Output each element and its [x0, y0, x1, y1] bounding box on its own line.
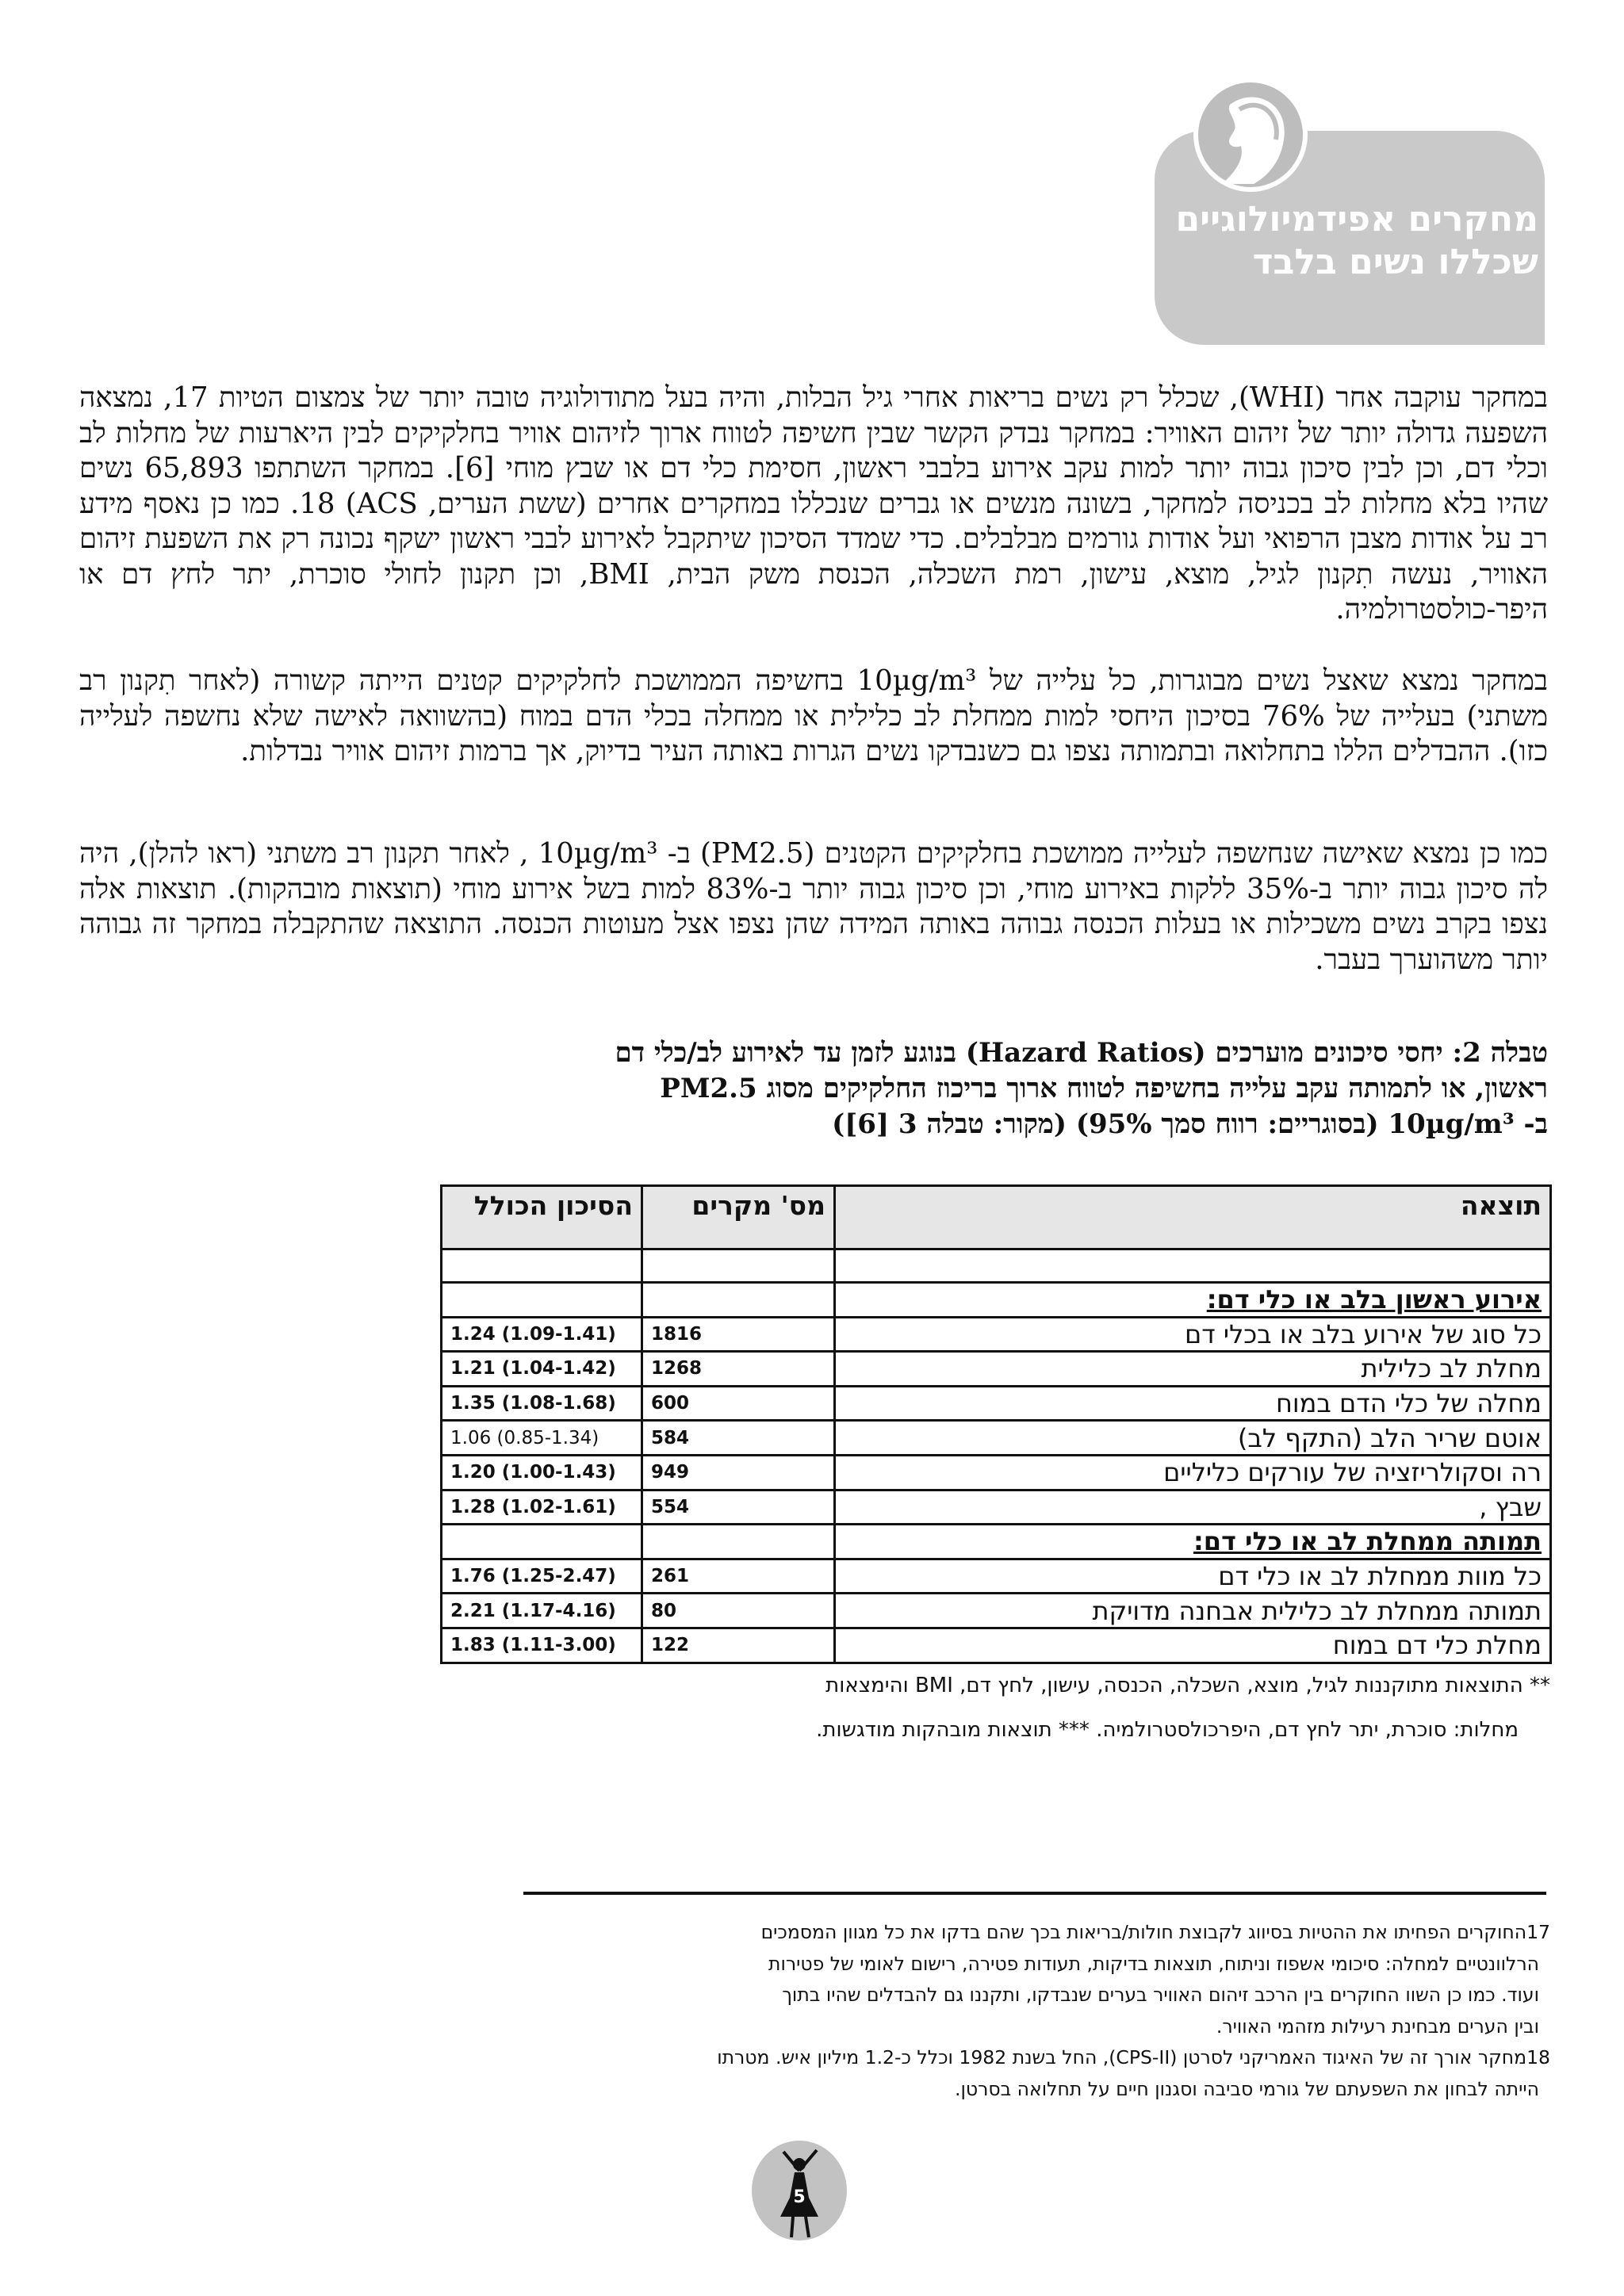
- woman-profile-icon: [1193, 78, 1308, 192]
- footnote-divider: [523, 1892, 1546, 1895]
- table-cell: [642, 1283, 835, 1318]
- footnote-17-line-3: ועוד. כמו כן השוו החוקרים בין הרכב זיהום האוויר בערים שנבדקו, ותקננו גם להבדלים שהיו בתוך: [782, 1984, 1539, 2006]
- row-risk: 1.28 (1.02-1.61): [442, 1490, 642, 1525]
- row-label: כל מוות ממחלת לב או כלי דם: [835, 1559, 1551, 1594]
- hazard-ratios-table: [440, 1184, 1552, 1664]
- row-risk: 2.21 (1.17-4.16): [442, 1594, 642, 1628]
- paragraph-stroke-risk: כמו כן נמצא שאישה שנחשפה לעלייה ממושכת בחלקיקים הקטנים (PM2.5) ב- 10µg/m³ , לאחר תקנון רב משתני (ראו להלן), היה לה סיכון גבוה יותר ב-35% ללקות באירוע מוחי, וכן סיכון גבוה יותר ב-83% למות בשל אירוע מוחי (תוצאות מובהקות). תוצאות אלה נצפו בקרב נשים משכילות או בעלות הכנסה גבוהה באותה המידה שהן נצפו אצל מעוטות הכנסה. התוצאה שהתקבלה במחקר זה גבוהה יותר משהוערך בעבר.: [79, 837, 1549, 976]
- row-label: רה וסקולריזציה של עורקים כליליים: [835, 1455, 1551, 1490]
- row-label: אוטם שריר הלב (התקף לב): [835, 1421, 1551, 1456]
- footnotes: [571, 1917, 1550, 2105]
- footnote-17-line-1: 17החוקרים הפחיתו את ההטיות בסיווג לקבוצת חולות/בריאות בכך שהם בדקו את כל מגוון המסמכים: [760, 1921, 1550, 1943]
- row-risk: 1.24 (1.09-1.41): [442, 1317, 642, 1352]
- row-cases: 1816: [642, 1317, 835, 1352]
- table-caption: [412, 1035, 1548, 1142]
- row-cases: 1268: [642, 1352, 835, 1387]
- section-title-first-event: אירוע ראשון בלב או כלי דם:: [835, 1283, 1551, 1318]
- table-row: [442, 1421, 1551, 1456]
- table-note-line-1: ** התוצאות מתוקננות לגיל, מוצא, השכלה, הכנסה, עישון, לחץ דם, BMI והימצאות: [825, 1674, 1550, 1697]
- table-row: [442, 1490, 1551, 1525]
- row-cases: 554: [642, 1490, 835, 1525]
- table-row: [442, 1628, 1551, 1663]
- row-risk: 1.21 (1.04-1.42): [442, 1352, 642, 1387]
- row-label: מחלה של כלי הדם במוח: [835, 1386, 1551, 1421]
- row-cases: 600: [642, 1386, 835, 1421]
- table-row: [442, 1352, 1551, 1387]
- section-title-line-1: מחקרים אפידמיולוגיים: [1175, 199, 1538, 239]
- page-number: 5: [793, 2187, 806, 2207]
- table-cell: [442, 1249, 642, 1283]
- footnote-17-line-2: הרלוונטיים למחלה: סיכומי אשפוז וניתוח, תוצאות בדיקות, תעודות פטירה, רישום לאומי של פטירות: [768, 1952, 1539, 1975]
- row-risk: 1.20 (1.00-1.43): [442, 1455, 642, 1490]
- row-cases: 261: [642, 1559, 835, 1594]
- row-risk: 1.76 (1.25-2.47): [442, 1559, 642, 1594]
- table-spacer-row: [442, 1249, 1551, 1283]
- column-header-outcome: תוצאה: [835, 1186, 1551, 1249]
- row-label: תמותה ממחלת לב כלילית אבחנה מדויקת: [835, 1594, 1551, 1628]
- row-risk: 1.83 (1.11-3.00): [442, 1628, 642, 1663]
- row-label: מחלת לב כלילית: [835, 1352, 1551, 1387]
- table-section-row: [442, 1283, 1551, 1318]
- row-cases: 584: [642, 1421, 835, 1456]
- footnote-18-line-2: הייתה לבחון את השפעתם של גורמי סביבה וסגנון חיים על תחלואה בסרטן.: [954, 2077, 1539, 2100]
- paragraph-older-women: במחקר נמצא שאצל נשים מבוגרות, כל עלייה של 10µg/m³ בחשיפה הממושכת לחלקיקים קטנים הייתה קשורה (לאחר תִקנון רב משתני) בעלייה של 76% בסיכון היחסי למות ממחלת לב כלילית או ממחלה בכלי הדם במוח (בהשוואה לאישה שלא נחשפה לעלייה כזו). ההבדלים הללו בתחלואה ובתמותה נצפו גם כשנבדקו נשים הגרות באותה העיר בדיוק, אך ברמות זיהום אוויר נבדלות.: [79, 664, 1548, 767]
- table-row: [442, 1594, 1551, 1628]
- footnote-17-line-4: ובין הערים מבחינת רעילות מזהמי האוויר.: [1216, 2015, 1539, 2038]
- table-note-line-2: מחלות: סוכרת, יתר לחץ דם, היפרכולסטרולמיה. *** תוצאות מובהקות מודגשות.: [816, 1718, 1519, 1742]
- column-header-cases: מס' מקרים: [642, 1186, 835, 1249]
- footnote-18-line-1: 18מחקר אורך זה של האיגוד האמריקני לסרטן (CPS-II), החל בשנת 1982 וכלל כ-1.2 מיליון איש. מטרתו: [717, 2046, 1550, 2068]
- row-risk: 1.35 (1.08-1.68): [442, 1386, 642, 1421]
- row-risk: 1.06 (0.85-1.34): [442, 1421, 642, 1456]
- table-cell: [442, 1283, 642, 1318]
- table-section-row: [442, 1525, 1551, 1559]
- table-cell: [442, 1525, 642, 1559]
- table-caption-line-2: ראשון, או לתמותה עקב עלייה בחשיפה לטווח ארוך בריכוז החלקיקים מסוג PM2.5: [660, 1073, 1548, 1104]
- section-title-line-2: שכללו נשים בלבד: [1252, 242, 1538, 282]
- table-cell: [835, 1249, 1551, 1283]
- row-label: מחלת כלי דם במוח: [835, 1628, 1551, 1663]
- table-row: [442, 1455, 1551, 1490]
- table-note: [682, 1663, 1550, 1752]
- paragraph-whi-study: במחקר עוקבה אחר (WHI), שכלל רק נשים בריאות אחרי גיל הבלות, והיה בעל מתודולוגיה טובה יותר של צמצום הטיות 17, נמצאה השפעה גדולה יותר של זיהום האוויר: במחקר נבדק הקשר שבין חשיפה לטווח ארוך לזיהום אוויר בחלקיקים לבין היארעות של מחלות לב וכלי דם, וכן לבין סיכון גבוה יותר למות עקב אירוע בלבבי ראשון, חסימת כלי דם או שבץ מוחי [6]. במחקר השתתפו 65,893 נשים שהיו בלא מחלות לב בכניסה למחקר, בשונה מנשים או גברים שנכללו במחקרים אחרים (ששת הערים, ACS) 18. כמו כן נאסף מידע רב על אודות מצבן הרפואי ועל אודות גורמים מבלבלים. כדי שמדד הסיכון שיתקבל לאירוע לבבי ראשון ישקף נכונה רק את השפעת זיהום האוויר, נעשה תִקנון לגיל, מוצא, עישון, רמת השכלה, הכנסת משק הבית, BMI, וכן תקנון לחולי סוכרת, יתר לחץ דם או היפר-כולסטרולמיה.: [79, 381, 1549, 626]
- row-cases: 949: [642, 1455, 835, 1490]
- table-caption-line-3: ב- 10µg/m³ (בסוגריים: רווח סמך 95%) (מקור: טבלה 3 [6]): [832, 1108, 1548, 1140]
- row-cases: 122: [642, 1628, 835, 1663]
- section-title-mortality: תמותה ממחלת לב או כלי דם:: [835, 1525, 1551, 1559]
- row-label: כל סוג של אירוע בלב או בכלי דם: [835, 1317, 1551, 1352]
- table-header-row: [442, 1186, 1551, 1249]
- table-cell: [642, 1525, 835, 1559]
- table-cell: [642, 1249, 835, 1283]
- row-cases: 80: [642, 1594, 835, 1628]
- row-label: שבץ ,: [835, 1490, 1551, 1525]
- column-header-risk: הסיכון הכולל: [442, 1186, 642, 1249]
- table-row: [442, 1386, 1551, 1421]
- section-title: [1166, 198, 1538, 284]
- table-row: [442, 1559, 1551, 1594]
- table-caption-line-1: טבלה 2: יחסי סיכונים מוערכים (Hazard Ratios) בנוגע לזמן עד לאירוע לב/כלי דם: [615, 1037, 1548, 1069]
- table-row: [442, 1317, 1551, 1352]
